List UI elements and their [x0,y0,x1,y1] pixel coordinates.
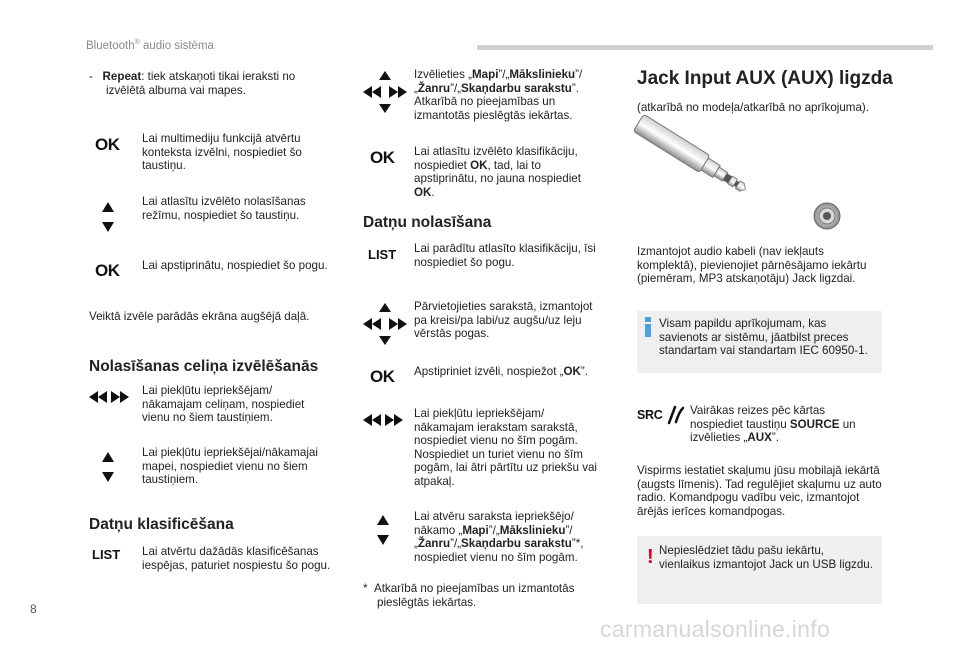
ok1-description: Lai multimediju funkcijā atvērtu konteksta izvēlni, nospiediet šo taustiņu. [142,132,302,173]
ok-button-icon: OK [95,135,120,154]
cable-description: Izmantojot audio kabeli (nav iekļauts komplektā), pievienojiet pārnēsājamo iekārtu (piemēram, MP3 atskaņotāju) Jack ligzdai. [637,245,867,286]
ok-button-icon: OK [370,148,395,167]
up-down-arrows-icon [376,515,390,545]
aux-subtitle: (atkarībā no modeļa/atkarībā no aprīkojuma). [637,101,869,114]
info-note [637,311,882,373]
header-rule [477,45,933,50]
section-header: Bluetooth® audio sistēma [86,39,214,52]
up-down-arrows-icon [101,452,115,482]
dpad1-description: Izvēlieties „Mapi”/„Mākslinieku”/ „Žanru”/„Skaņdarbu sarakstu”. Atkarībā no pieejamības un izmantotās pieslēgtās iekārtas. [414,68,583,122]
dpad2-description: Pārvietojieties sarakstā, izmantojot pa kreisi/pa labi/uz augšu/uz leju vērstās pogas. [414,300,593,341]
track-heading: Nolasīšanas celiņa izvēlēšanās [89,358,319,375]
dpad-arrows-icon [363,303,407,345]
updown2-description: Lai piekļūtu iepriekšējai/nākamajai mapei, nospiediet vienu no šiem taustiņiem. [142,446,318,487]
jack-cable-illustration [637,120,847,230]
read-heading: Datņu nolasīšana [363,214,492,231]
warning-note [637,536,882,604]
up-down-arrows-icon [101,202,115,232]
list-button-icon: LIST [368,247,397,262]
repeat-item: - Repeat: tiek atskaņoti tikai ieraksti no izvēlētā albuma vai mapes. [89,70,296,97]
ok2-description: Lai apstiprinātu, nospiediet šo pogu. [142,259,328,272]
left-right-arrows-icon [363,413,403,427]
left-right-arrows-icon [89,390,129,404]
phone-handset-icon [666,405,684,425]
updown3-description: Lai atvēru saraksta iepriekšējo/ nākamo „Mapi”/„Mākslinieku”/ „Žanru”/„Skaņdarbu sarakstu”*, nospiediet vienu no šīm pogām. [414,510,584,564]
ok-button-icon: OK [95,261,120,280]
src-description: Vairākas reizes pēc kārtas nospiediet taustiņu SOURCE un izvēlieties „AUX”. [690,404,856,445]
warning-icon: ! [647,546,654,568]
leftright2-description: Lai piekļūtu iepriekšējam/ nākamajam ierakstam sarakstā, nospiediet vienu no šīm pogām. Nospiediet un turiet vienu no šīm pogām, lai ātri pārtītu uz priekšu vai atpakaļ. [414,407,598,488]
info-icon [645,317,651,337]
list2-description: Lai parādītu atlasīto klasifikāciju, īsi nospiediet šo pogu. [414,242,596,269]
volume-description: Vispirms iestatiet skaļumu jūsu mobilajā iekārtā (augsts līmenis). Tad regulējiet skaļumu uz auto radio. Komandpogu vadību veic, izmantojot ārējās ierīces komandpogas. [637,464,882,518]
updown1-description: Lai atlasītu izvēlēto nolasīšanas režīmu, nospiediet šo taustiņu. [142,195,306,222]
watermark: carmanualsonline.info [600,616,831,642]
leftright1-description: Lai piekļūtu iepriekšējam/ nākamajam celiņam, nospiediet vienu no šiem taustiņiem. [142,384,305,425]
ok4-description: Apstipriniet izvēli, nospiežot „OK”. [414,365,588,378]
list-button-icon: LIST [92,547,121,562]
ok3-description: Lai atlasītu izvēlēto klasifikāciju, nospiediet OK, tad, lai to apstiprinātu, no jauna nospiediet OK. [414,145,581,199]
ok-button-icon: OK [370,367,395,386]
classify-heading: Datņu klasificēšana [89,516,234,533]
top-note: Veiktā izvēle parādās ekrāna augšējā daļā. [89,310,310,323]
src-button-icon: SRC [637,408,663,422]
dpad-arrows-icon [363,71,407,113]
aux-heading: Jack Input AUX (AUX) ligzda [637,68,893,89]
footnote: * Atkarībā no pieejamības un izmantotās pieslēgtās iekārtas. [363,582,575,609]
warning-text: Nepieslēdziet tādu pašu iekārtu, vienlaikus izmantojot Jack un USB ligzdu. [659,544,873,571]
list1-description: Lai atvērtu dažādās klasificēšanas iespējas, paturiet nospiestu šo pogu. [142,545,331,572]
page-number: 8 [30,602,37,616]
info-text: Visam papildu aprīkojumam, kas savienots ar sistēmu, jāatbilst preces standartam vai standartam IEC 60950-1. [659,317,868,358]
